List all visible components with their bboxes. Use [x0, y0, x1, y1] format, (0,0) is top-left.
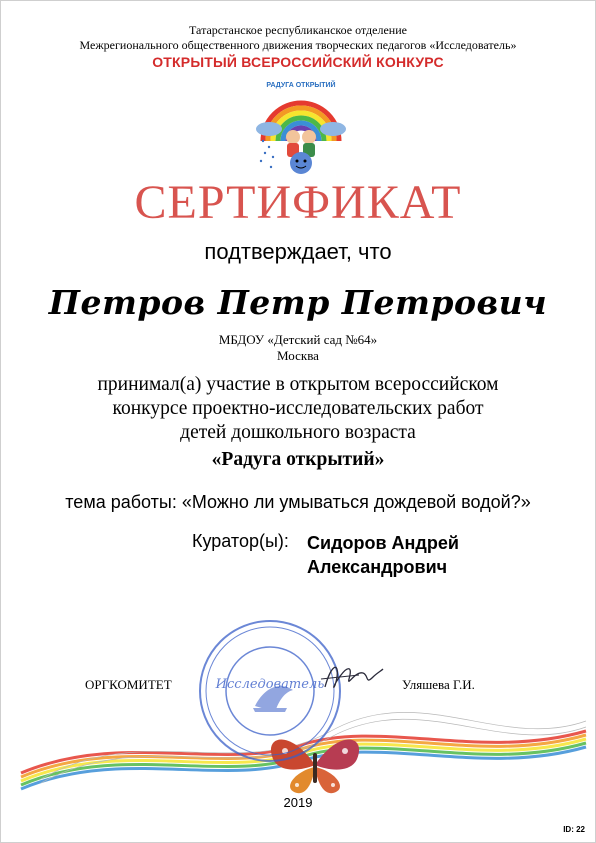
header-line-2: Межрегионального общественного движения творческих педагогов «Исследователь» — [79, 38, 517, 52]
orgcommittee-label: ОРГКОМИТЕТ — [85, 677, 172, 692]
signature-icon — [319, 657, 385, 697]
signer-name: Уляшева Г.И. — [402, 677, 475, 692]
work-topic: тема работы: «Можно ли умываться дождевой водой?» — [65, 492, 531, 512]
certificate-id: ID: 22 — [563, 825, 585, 834]
year: 2019 — [283, 795, 313, 810]
recipient-name: Петров Петр Петрович — [48, 283, 548, 322]
description-line: конкурсе проектно-исследовательских работ — [112, 398, 484, 419]
rainbow-logo-icon — [255, 79, 347, 177]
curator-label: Куратор(ы): — [192, 531, 289, 551]
city: Москва — [277, 348, 319, 363]
description-line: детей дошкольного возраста — [180, 422, 416, 443]
logo-caption: РАДУГА ОТКРЫТИЙ — [266, 82, 336, 89]
certificate-title: СЕРТИФИКАТ — [134, 176, 462, 229]
organization: МБДОУ «Детский сад №64» — [218, 332, 378, 347]
contest-heading: ОТКРЫТЫЙ ВСЕРОССИЙСКИЙ КОНКУРС — [152, 54, 444, 70]
curator-name: Сидоров Андрей Александрович — [307, 533, 459, 577]
description-line: принимал(а) участие в открытом всероссийском — [97, 374, 499, 395]
header-line-1: Татарстанское республиканское отделение — [189, 23, 407, 37]
stamp-center-text: Исследователь — [215, 677, 325, 692]
confirms-text: подтверждает, что — [204, 239, 392, 264]
contest-name: «Радуга открытий» — [211, 449, 385, 470]
